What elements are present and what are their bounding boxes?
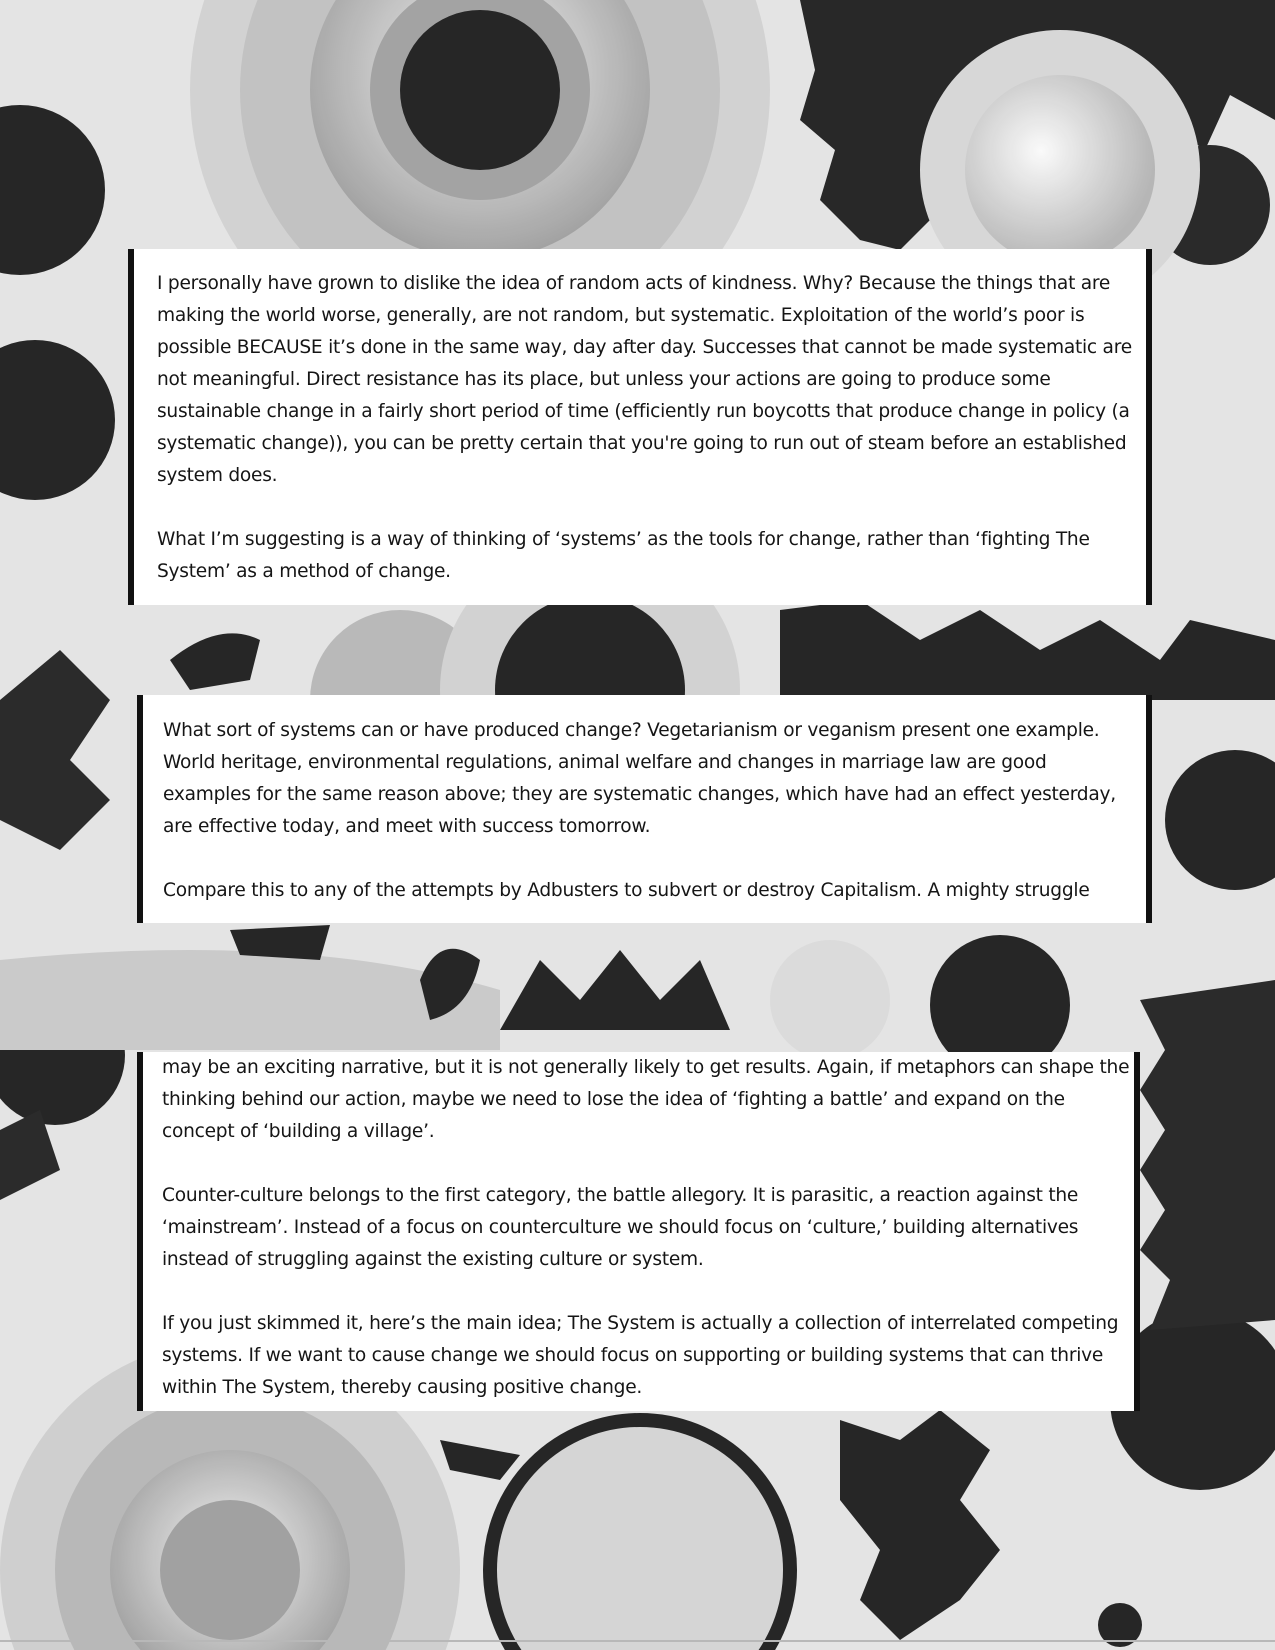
paragraph: Compare this to any of the attempts by Adbusters to subvert or destroy Capitalism. A mighty struggle (163, 880, 1090, 901)
text-panel-1 (128, 249, 1152, 605)
paragraph: Counter-culture belongs to the first category, the battle allegory. It is parasitic, a reaction against the ‘mainstream’. Instead of a focus on counterculture we should focus on ‘culture,’ building alternatives instead of struggling against the existing culture or system. (162, 1185, 1079, 1270)
text-panel-3 (137, 1052, 1140, 1411)
paragraph: What I’m suggesting is a way of thinking of ‘systems’ as the tools for change, rather than ‘fighting The System’ as a method of change. (157, 529, 1090, 582)
paragraph: If you just skimmed it, here’s the main idea; The System is actually a collection of interrelated competing systems. If we want to cause change we should focus on supporting or building systems that can thrive within The System, thereby causing positive change. (162, 1313, 1119, 1398)
page-edge-divider (0, 1640, 1275, 1642)
paragraph: may be an exciting narrative, but it is not generally likely to get results. Again, if metaphors can shape the thinking behind our action, maybe we need to lose the idea of ‘fighting a battle’ and expand on the concept of ‘building a village’. (162, 1057, 1130, 1142)
paragraph: What sort of systems can or have produced change? Vegetarianism or veganism present one example. World heritage, environmental regulations, animal welfare and changes in marriage law are good examples for the same reason above; they are systematic changes, which have had an effect yesterday, are effective today, and meet with success tomorrow. (163, 720, 1116, 837)
paragraph: I personally have grown to dislike the idea of random acts of kindness. Why? Because the things that are making the world worse, generally, are not random, but systematic. Exploitation of the world’s poor is possible BECAUSE it’s done in the same way, day after day. Successes that cannot be made systematic are not meaningful. Direct resistance has its place, but unless your actions are going to produce some sustainable change in a fairly short period of time (efficiently run boycotts that produce change in policy (a systematic change)), you can be pretty certain that you're going to run out of steam before an established system does. (157, 273, 1132, 486)
text-panel-2 (137, 695, 1152, 923)
